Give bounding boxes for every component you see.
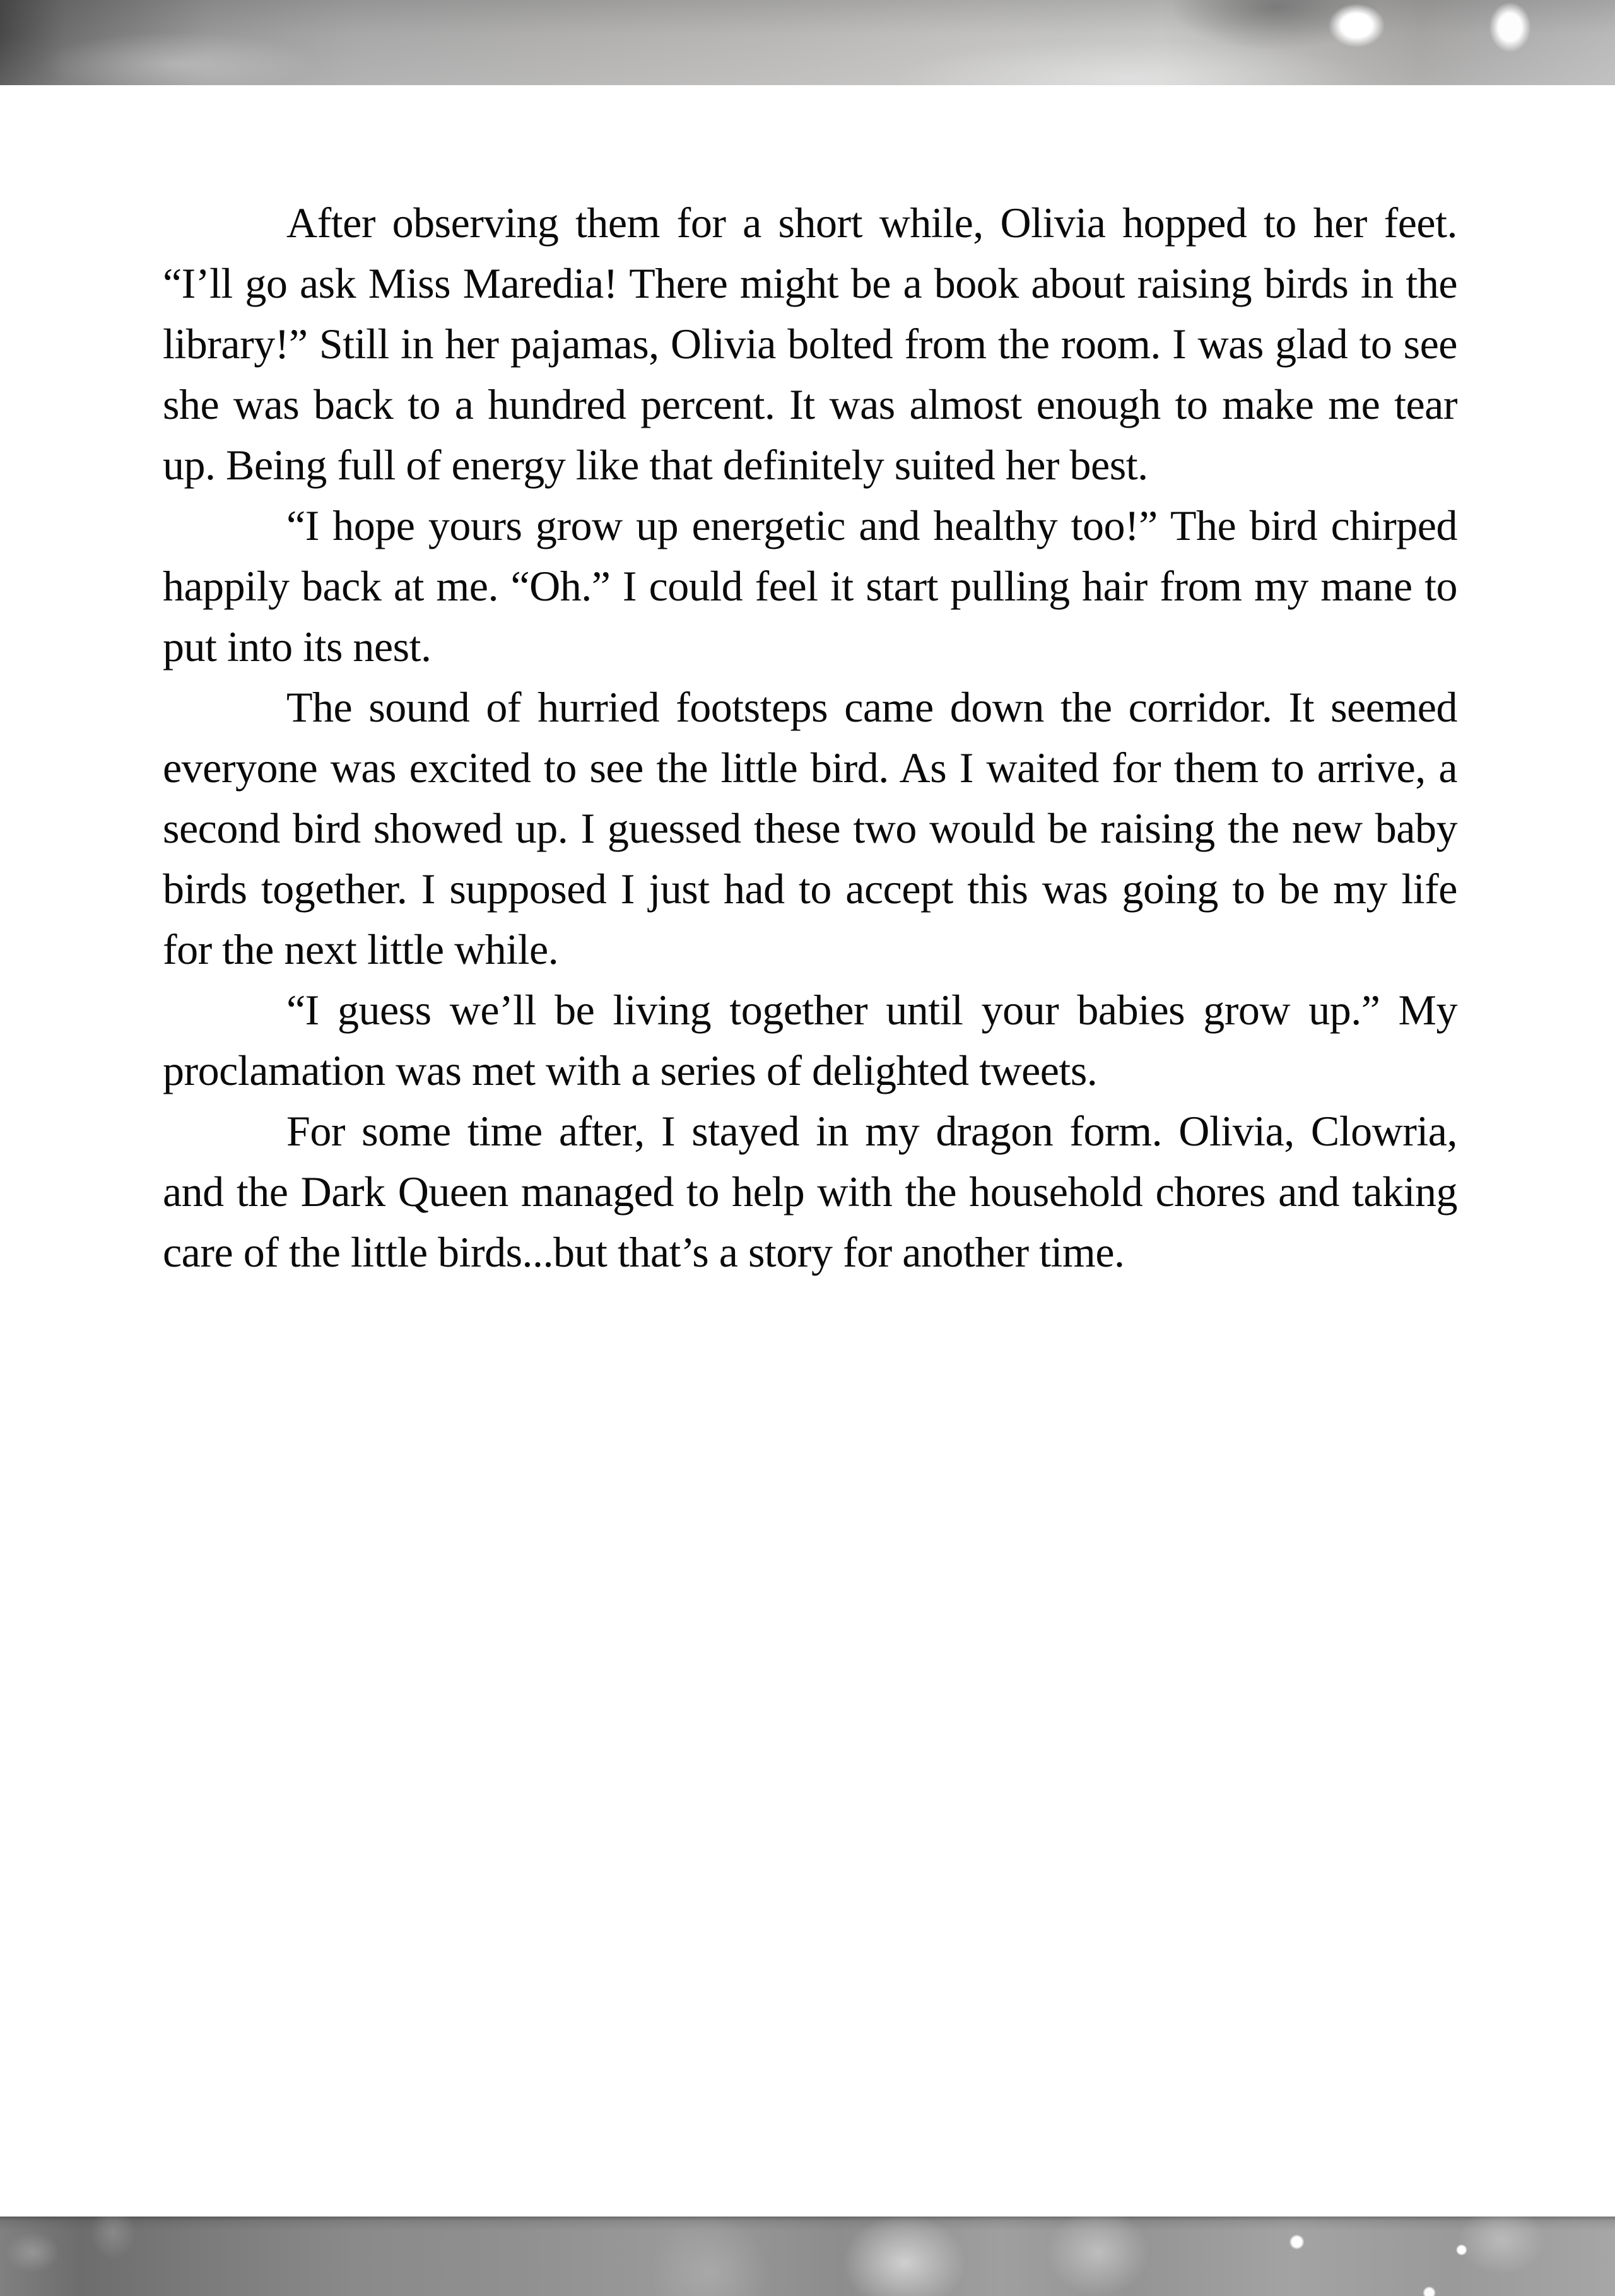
paragraph-3: The sound of hurried footsteps came down the corridor. It seemed everyone was excited to see the little bird. As I waited for them to arrive, a second bird showed up. I guessed these two would be raising the new baby birds together. I supposed I just had to accept this was going to be my life for the next little while. [163,683,1457,973]
page-text-block [0,192,1615,1282]
paragraph-2: “I hope yours grow up energetic and healthy too!” The bird chirped happily back at me. “Oh.” I could feel it start pulling hair from my mane to put into its nest. [163,501,1457,671]
paragraph-5: For some time after, I stayed in my dragon form. Olivia, Clowria, and the Dark Queen managed to help with the household chores and taking care of the little birds...but that’s a story for another time. [163,1107,1457,1276]
paragraph-4: “I guess we’ll be living together until your babies grow up.” My proclamation was met with a series of delighted tweets. [163,986,1457,1094]
bottom-watercolor-band [0,2217,1615,2296]
top-watercolor-band [0,0,1615,85]
paragraph-1: After observing them for a short while, Olivia hopped to her feet. “I’ll go ask Miss Maredia! There might be a book about raising birds in the library!” Still in her pajamas, Olivia bolted from the room. I was glad to see she was back to a hundred percent. It was almost enough to make me tear up. Being full of energy like that definitely suited her best. [163,199,1457,489]
